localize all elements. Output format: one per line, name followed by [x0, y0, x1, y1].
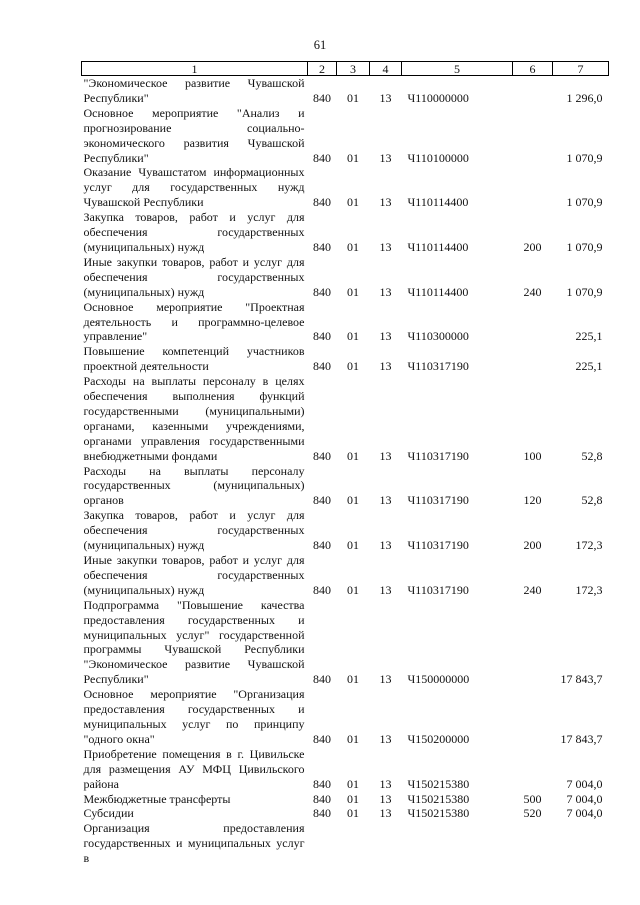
expense-group-code: 240	[523, 284, 542, 299]
column-header-3: 3	[337, 62, 370, 76]
table-row	[82, 687, 609, 747]
amount: 1 296,0	[566, 90, 603, 105]
expense-group-code	[513, 344, 553, 374]
section-code: 01	[347, 582, 359, 597]
amount: 172,3	[575, 538, 603, 553]
section-code: 01	[347, 448, 359, 463]
table-row	[82, 806, 609, 821]
expense-group-code: 120	[523, 493, 542, 508]
ministry-code	[308, 821, 337, 866]
section-code: 01	[347, 791, 359, 806]
expense-group-code	[513, 106, 553, 166]
section-code: 01	[347, 239, 359, 254]
ministry-code: 840	[313, 239, 331, 254]
table-row	[82, 553, 609, 598]
ministry-code: 840	[313, 150, 331, 165]
target-article-code: Ч110317190	[407, 582, 469, 597]
amount: 52,8	[581, 448, 603, 463]
section-code: 01	[347, 776, 359, 791]
row-name: Закупка товаров, работ и услуг для обеспечения государственных (муниципальных) нужд	[83, 508, 305, 553]
expense-group-code	[513, 747, 553, 792]
expense-group-code	[513, 821, 553, 866]
section-code: 01	[347, 359, 359, 374]
row-name: Основное мероприятие "Организация предоставления государственных и муниципальных услуг по принципу "одного окна"	[83, 687, 305, 746]
amount: 1 070,9	[566, 150, 603, 165]
section-code: 01	[347, 150, 359, 165]
section-code: 01	[347, 493, 359, 508]
row-name: Организация предоставления государственных и муниципальных услуг в	[83, 821, 305, 866]
expense-group-code: 200	[523, 239, 542, 254]
section-code: 01	[347, 806, 359, 821]
row-name: Подпрограмма "Повышение качества предоставления государственных и муниципальных услуг" государственной программы Чувашской Республики "Экономическое развитие Чувашской Республики"	[83, 597, 305, 687]
subsection-code: 13	[379, 359, 392, 374]
subsection-code: 13	[379, 150, 392, 165]
target-article-code: Ч150200000	[407, 731, 470, 746]
subsection-code: 13	[379, 284, 392, 299]
table-row	[82, 508, 609, 553]
amount: 17 843,7	[560, 672, 603, 687]
row-name: Расходы на выплаты персоналу в целях обеспечения выполнения функций государственными (муниципальными) органами, казенными учреждениями, органами управления государственными внебюджетными фондами	[83, 374, 305, 463]
amount: 1 070,9	[566, 195, 603, 210]
header-row	[82, 62, 609, 76]
ministry-code: 840	[313, 806, 331, 821]
table-row	[82, 344, 609, 374]
target-article-code: Ч110317190	[407, 448, 469, 463]
target-article-code	[402, 821, 513, 866]
row-name: Повышение компетенций участников проектной деятельности	[83, 344, 305, 374]
section-code	[337, 821, 370, 866]
ministry-code: 840	[313, 791, 331, 806]
row-name: "Экономическое развитие Чувашской Республики"	[83, 76, 305, 105]
budget-table	[81, 61, 609, 866]
ministry-code: 840	[313, 731, 331, 746]
subsection-code: 13	[379, 791, 392, 806]
column-header-2: 2	[308, 62, 337, 76]
expense-group-code: 240	[523, 582, 542, 597]
target-article-code: Ч150215380	[407, 806, 470, 821]
target-article-code: Ч110114400	[407, 195, 469, 210]
target-article-code: Ч110317190	[407, 538, 469, 553]
expense-group-code	[513, 598, 553, 687]
table-header	[82, 62, 609, 76]
ministry-code: 840	[313, 195, 331, 210]
section-code: 01	[347, 329, 359, 344]
ministry-code: 840	[313, 359, 331, 374]
section-code: 01	[347, 731, 359, 746]
amount: 225,1	[575, 329, 603, 344]
target-article-code: Ч110114400	[407, 239, 469, 254]
target-article-code: Ч110300000	[407, 329, 469, 344]
ministry-code: 840	[313, 672, 331, 687]
amount: 7 004,0	[566, 806, 603, 821]
ministry-code: 840	[313, 776, 331, 791]
amount: 225,1	[575, 359, 603, 374]
ministry-code: 840	[313, 448, 331, 463]
amount: 1 070,9	[566, 239, 603, 254]
expense-group-code: 500	[523, 791, 542, 806]
target-article-code: Ч110317190	[407, 359, 469, 374]
page-number: 61	[313, 38, 327, 52]
target-article-code: Ч110317190	[407, 493, 469, 508]
column-header-6: 6	[513, 62, 553, 76]
target-article-code: Ч110000000	[407, 90, 469, 105]
ministry-code: 840	[313, 538, 331, 553]
subsection-code: 13	[379, 493, 392, 508]
amount: 7 004,0	[566, 791, 603, 806]
table-body	[82, 76, 609, 867]
table-row	[82, 464, 609, 509]
subsection-code: 13	[379, 776, 392, 791]
column-header-4: 4	[370, 62, 402, 76]
table-row	[82, 598, 609, 687]
subsection-code	[370, 821, 402, 866]
subsection-code: 13	[379, 582, 392, 597]
target-article-code: Ч110100000	[407, 150, 469, 165]
table-row	[82, 106, 609, 166]
row-name: Субсидии	[83, 806, 134, 821]
amount	[553, 821, 609, 866]
subsection-code: 13	[379, 731, 392, 746]
column-header-1: 1	[82, 62, 308, 76]
column-header-7: 7	[553, 62, 609, 76]
table-row	[82, 374, 609, 463]
row-name: Иные закупки товаров, работ и услуг для обеспечения государственных (муниципальных) нужд	[83, 553, 305, 597]
expense-group-code: 520	[523, 806, 542, 821]
ministry-code: 840	[313, 90, 331, 105]
expense-group-code	[513, 300, 553, 345]
subsection-code: 13	[379, 806, 392, 821]
table-row	[82, 747, 609, 792]
row-name: Приобретение помещения в г. Цивильске для размещения АУ МФЦ Цивильского района	[83, 746, 305, 791]
amount: 172,3	[575, 582, 603, 597]
subsection-code: 13	[379, 195, 392, 210]
subsection-code: 13	[379, 239, 392, 254]
table-row	[82, 255, 609, 300]
row-name: Межбюджетные трансферты	[83, 791, 231, 806]
ministry-code: 840	[313, 284, 331, 299]
subsection-code: 13	[379, 448, 392, 463]
section-code: 01	[347, 90, 359, 105]
row-name: Расходы на выплаты персоналу государственных (муниципальных) органов	[83, 463, 305, 508]
expense-group-code: 100	[523, 448, 542, 463]
expense-group-code: 200	[523, 538, 542, 553]
subsection-code: 13	[379, 90, 392, 105]
subsection-code: 13	[379, 672, 392, 687]
table-row	[82, 300, 609, 345]
expense-group-code	[513, 687, 553, 747]
row-name: Закупка товаров, работ и услуг для обеспечения государственных (муниципальных) нужд	[83, 210, 305, 254]
amount: 17 843,7	[560, 731, 603, 746]
ministry-code: 840	[313, 329, 331, 344]
row-name: Оказание Чувашстатом информационных услуг для государственных нужд Чувашской Республики	[83, 165, 305, 210]
section-code: 01	[347, 195, 359, 210]
table-row	[82, 76, 609, 106]
target-article-code: Ч150215380	[407, 776, 470, 791]
target-article-code: Ч150215380	[407, 791, 470, 806]
ministry-code: 840	[313, 582, 331, 597]
target-article-code: Ч110114400	[407, 284, 469, 299]
row-name: Основное мероприятие "Анализ и прогнозирование социально-экономического развития Чувашской Республики"	[83, 105, 305, 165]
subsection-code: 13	[379, 538, 392, 553]
row-name: Основное мероприятие "Проектная деятельность и программно-целевое управление"	[83, 299, 305, 344]
target-article-code: Ч150000000	[407, 672, 470, 687]
expense-group-code	[513, 165, 553, 210]
amount: 1 070,9	[566, 284, 603, 299]
section-code: 01	[347, 284, 359, 299]
column-header-5: 5	[402, 62, 513, 76]
amount: 52,8	[581, 493, 603, 508]
section-code: 01	[347, 672, 359, 687]
table-row	[82, 165, 609, 210]
subsection-code: 13	[379, 329, 392, 344]
table-row	[82, 210, 609, 255]
table-row	[82, 821, 609, 866]
amount: 7 004,0	[566, 776, 603, 791]
section-code: 01	[347, 538, 359, 553]
row-name: Иные закупки товаров, работ и услуг для обеспечения государственных (муниципальных) нужд	[83, 254, 305, 299]
ministry-code: 840	[313, 493, 331, 508]
expense-group-code	[513, 76, 553, 106]
table-row	[82, 792, 609, 807]
